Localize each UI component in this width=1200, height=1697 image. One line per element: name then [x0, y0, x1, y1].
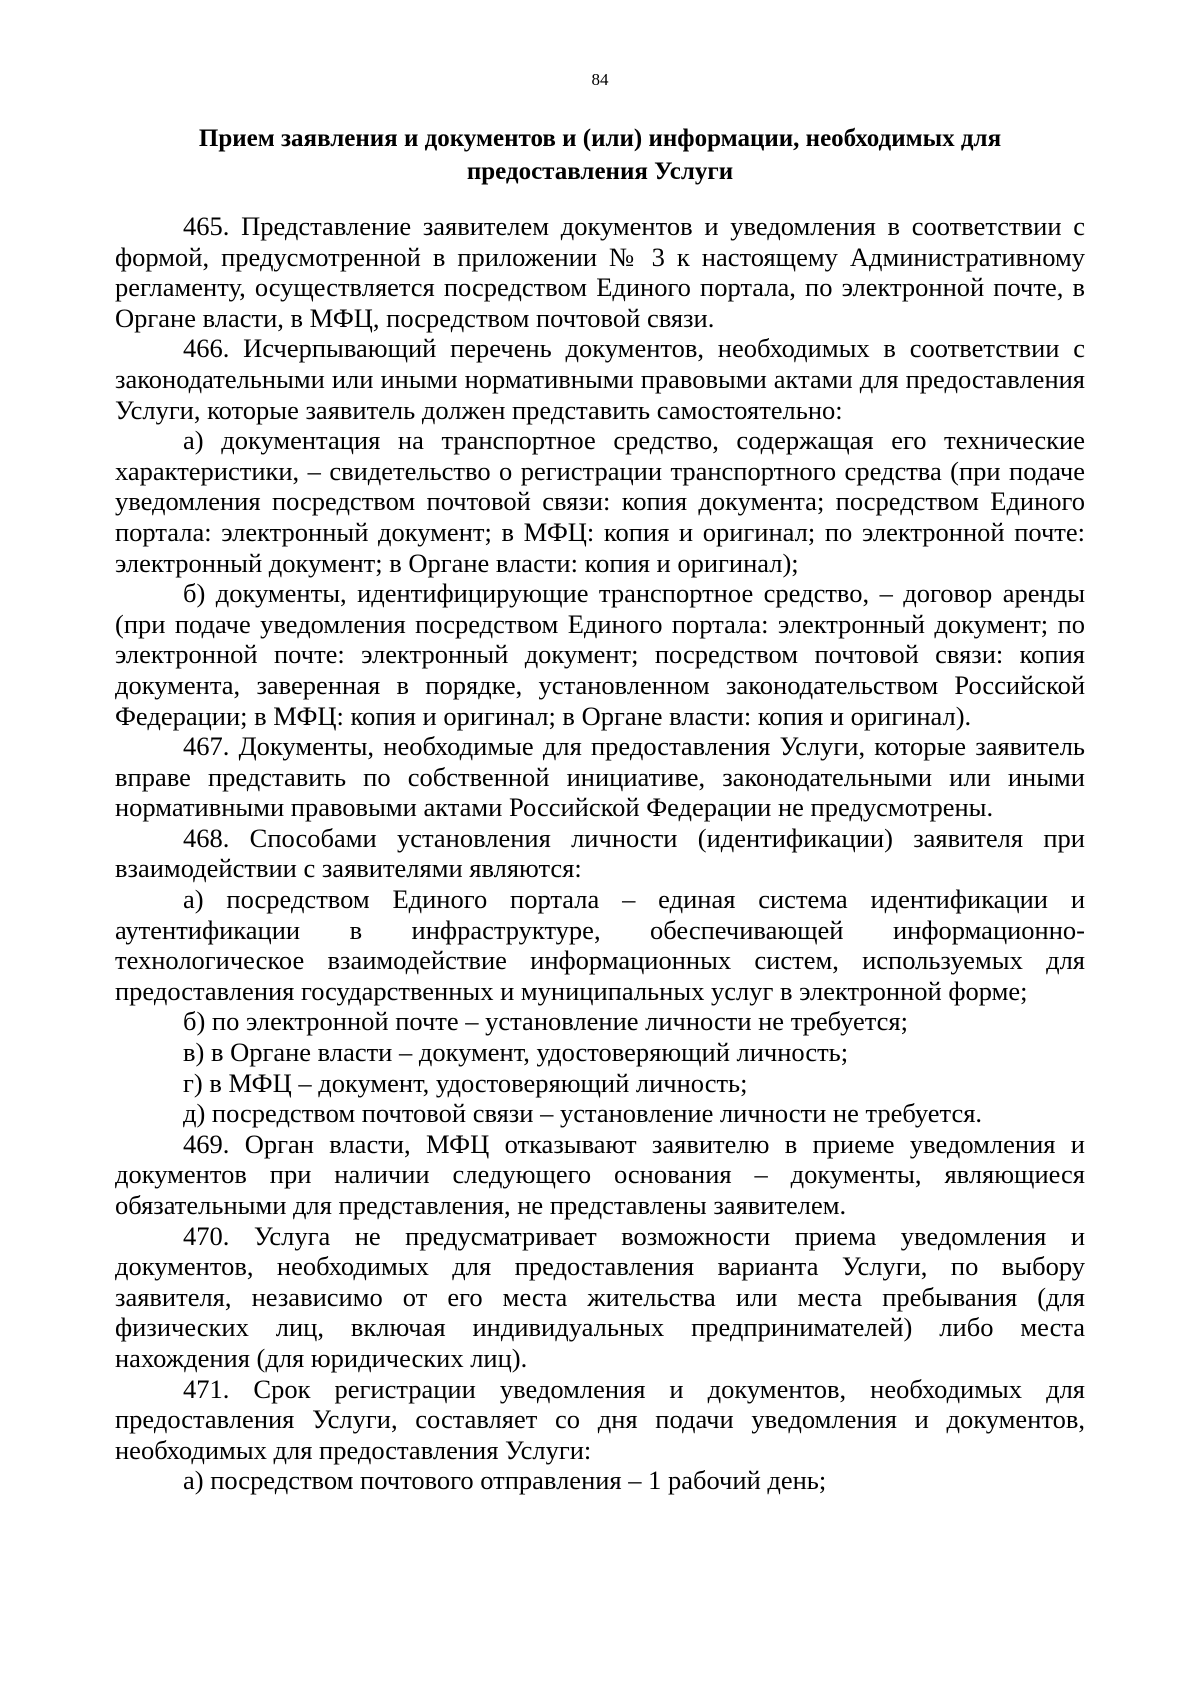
paragraph-469: 469. Орган власти, МФЦ отказывают заявителю в приеме уведомления и документов при наличии следующего основания – документы, являющиеся обязательными для представления, не представлены заявителем.	[115, 1128, 1085, 1220]
section-title-line-1: Прием заявления и документов и (или) информации, необходимых для	[198, 125, 1002, 152]
paragraph-468-g: г) в МФЦ – документ, удостоверяющий личность;	[183, 1067, 748, 1098]
section-title	[155, 122, 1045, 188]
paragraph-468-d: д) посредством почтовой связи – установление личности не требуется.	[183, 1098, 983, 1129]
page-number: 84	[591, 70, 609, 89]
section-title-line-2: предоставления Услуги	[466, 158, 734, 185]
paragraph-468-b: б) по электронной почте – установление личности не требуется;	[183, 1006, 908, 1037]
paragraph-466-a: а) документация на транспортное средство, содержащая его технические характеристики, – свидетельство о регистрации транспортного средства (при подаче уведомления посредством почтовой связи: копия документа; посредством Единого портала: электронный документ; в МФЦ: копия и оригинал; по электронной почте: электронный документ; в Органе власти: копия и оригинал);	[115, 425, 1085, 578]
paragraph-471-a: а) посредством почтового отправления – 1 рабочий день;	[183, 1465, 827, 1496]
paragraph-471: 471. Срок регистрации уведомления и документов, необходимых для предоставления Услуги, составляет со дня подачи уведомления и документов, необходимых для предоставления Услуги:	[115, 1373, 1085, 1465]
paragraph-470: 470. Услуга не предусматривает возможности приема уведомления и документов, необходимых для предоставления варианта Услуги, по выбору заявителя, независимо от его места жительства или места пребывания (для физических лиц, включая индивидуальных предпринимателей) либо места нахождения (для юридических лиц).	[115, 1220, 1085, 1373]
paragraph-466: 466. Исчерпывающий перечень документов, необходимых в соответствии с законодательными или иными нормативными правовыми актами для предоставления Услуги, которые заявитель должен представить самостоятельно:	[115, 333, 1085, 425]
paragraph-465: 465. Представление заявителем документов и уведомления в соответствии с формой, предусмотренной в приложении № 3 к настоящему Административному регламенту, осуществляется посредством Единого портала, по электронной почте, в Органе власти, в МФЦ, посредством почтовой связи.	[115, 211, 1085, 333]
document-body	[115, 211, 1085, 1496]
paragraph-467: 467. Документы, необходимые для предоставления Услуги, которые заявитель вправе представить по собственной инициативе, законодательными или иными нормативными правовыми актами Российской Федерации не предусмотрены.	[115, 731, 1085, 823]
paragraph-468-a: а) посредством Единого портала – единая система идентификации и аутентификации в инфраструктуре, обеспечивающей информационно-технологическое взаимодействие информационных систем, используемых для предоставления государственных и муниципальных услуг в электронной форме;	[115, 884, 1085, 1006]
paragraph-466-b: б) документы, идентифицирующие транспортное средство, – договор аренды (при подаче уведомления посредством Единого портала: электронный документ; по электронной почте: электронный документ; посредством почтовой связи: копия документа, заверенная в порядке, установленном законодательством Российской Федерации; в МФЦ: копия и оригинал; в Органе власти: копия и оригинал).	[115, 578, 1085, 731]
paragraph-468: 468. Способами установления личности (идентификации) заявителя при взаимодействии с заявителями являются:	[115, 822, 1085, 884]
paragraph-468-v: в) в Органе власти – документ, удостоверяющий личность;	[183, 1037, 849, 1068]
